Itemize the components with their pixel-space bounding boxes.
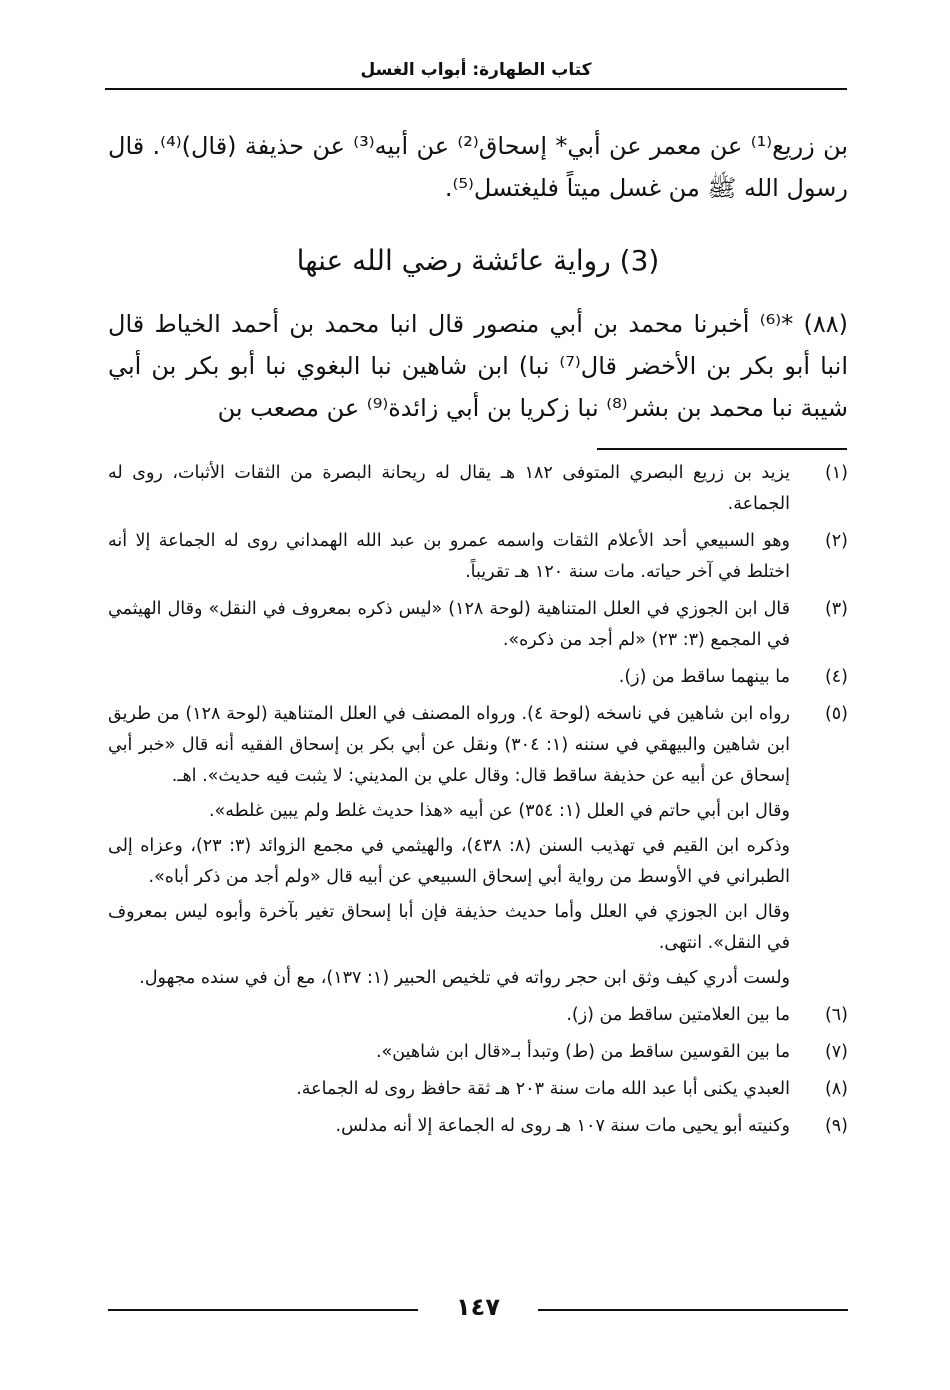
footnote-paragraph: ما بين العلامتين ساقط من (ز). [566,1005,790,1025]
footnote-paragraph: العبدي يكنى أبا عبد الله مات سنة ٢٠٣ هـ ثقة حافظ روى له الجماعة. [296,1079,790,1099]
footnote-paragraph: يزيد بن زريع البصري المتوفى ١٨٢ هـ يقال له ريحانة البصرة من الثقات الأثبات، روى له الجماعة. [108,463,790,514]
footnote-number: (٦) [824,1005,848,1025]
footnote-paragraph: ولست أدري كيف وثق ابن حجر رواته في تلخيص الحبير (١: ١٣٧)، مع أن في سنده مجهول. [139,968,790,988]
footnote-text [108,662,790,693]
footnote-text [108,699,790,994]
page-footer [108,1292,848,1322]
footnote-number: (٨) [824,1079,848,1099]
footnote-text [108,1037,790,1068]
footnote-paragraph: وهو السبيعي أحد الأعلام الثقات واسمه عمرو بن عبد الله الهمداني روى له الجماعة إلا أنه اختلط في آخر حياته. مات سنة ١٢٠ هـ تقريباً. [108,531,790,582]
footnote [108,1000,848,1031]
footnote-number: (١) [824,463,848,483]
footnote-paragraph: وذكره ابن القيم في تهذيب السنن (٨: ٤٣٨)، والهيثمي في مجمع الزوائد (٣: ٢٣)، وعزاه إلى الطبراني في الأوسط من رواية أبي إسحاق السبيعي عن أبيه قال «ولم أجد من ذكر أباه». [108,836,790,887]
footnote-paragraph: ما بينهما ساقط من (ز). [618,667,790,687]
footnote [108,1111,848,1142]
footnote-number: (٥) [824,704,848,724]
footnote-paragraph: رواه ابن شاهين في ناسخه (لوحة ٤). ورواه المصنف في العلل المتناهية (لوحة ١٢٨) من طريق ابن شاهين والبيهقي في سننه (١: ٣٠٤) ونقل عن أبي بكر بن إسحاق الفقيه أنه قال «خبر أبي إسحاق عن أبيه عن حذيفة ساقط قال: وقال علي بن المديني: لا يثبت فيه حديث». اهـ. [108,704,790,786]
paragraph-hadith-87-end: بن زريع⁽¹⁾ عن معمر عن أبي* إسحاق⁽²⁾ عن أبيه⁽³⁾ عن حذيفة (قال)⁽⁴⁾. قال رسول الله ﷺ من غسل ميتاً فليغتسل⁽⁵⁾. [108,132,849,202]
footnote-number: (٤) [824,667,848,687]
page-number: ١٤٧ [456,1293,500,1321]
footnote-separator [597,448,847,450]
footnote-text [108,1074,790,1105]
footer-rule-right [538,1309,848,1311]
footnote-text [108,1111,790,1142]
footer-rule-left [108,1309,418,1311]
footnote-paragraph: قال ابن الجوزي في العلل المتناهية (لوحة ١٢٨) «ليس ذكره بمعروف في النقل» وقال الهيثمي في المجمع (٣: ٢٣) «لم أجد من ذكره». [108,599,791,650]
footnote [108,699,848,994]
footnote [108,458,848,520]
footnote [108,1074,848,1105]
footnote-paragraph: ما بين القوسين ساقط من (ط) وتبدأ بـ«قال ابن شاهين». [375,1042,790,1062]
footnote-number: (٢) [824,531,848,551]
footnote-text [108,594,790,656]
section-title: (3) رواية عائشة رضي الله عنها [296,244,660,277]
footnote [108,1037,848,1068]
main-text [108,125,848,429]
footnotes [108,458,848,1148]
footnote [108,594,848,656]
paragraph-hadith-88: (٨٨) *⁽⁶⁾ أخبرنا محمد بن أبي منصور قال انبا محمد بن أحمد الخياط قال انبا أبو بكر بن الأخضر قال⁽⁷⁾ نبا) ابن شاهين نبا البغوي نبا أبو بكر بن أبي شيبة نبا محمد بن بشر⁽⁸⁾ نبا زكريا بن أبي زائدة⁽⁹⁾ عن مصعب بن [108,310,848,422]
footnote-paragraph: وقال ابن أبي حاتم في العلل (١: ٣٥٤) عن أبيه «هذا حديث غلط ولم يبين غلطه». [208,801,790,821]
footnote-text [108,458,790,520]
footnote-text [108,1000,790,1031]
footnote-number: (٣) [824,599,848,619]
footnote-text [108,526,790,588]
footnote-number: (٧) [824,1042,848,1062]
running-header: كتاب الطهارة: أبواب الغسل [105,60,847,90]
footnote-number: (٩) [824,1116,848,1136]
footnote [108,662,848,693]
footnote-paragraph: وقال ابن الجوزي في العلل وأما حديث حذيفة فإن أبا إسحاق تغير بآخرة وأبوه ليس بمعروف في النقل». انتهى. [108,902,790,953]
footnote [108,526,848,588]
footnote-paragraph: وكنيته أبو يحيى مات سنة ١٠٧ هـ روى له الجماعة إلا أنه مدلس. [335,1116,790,1136]
